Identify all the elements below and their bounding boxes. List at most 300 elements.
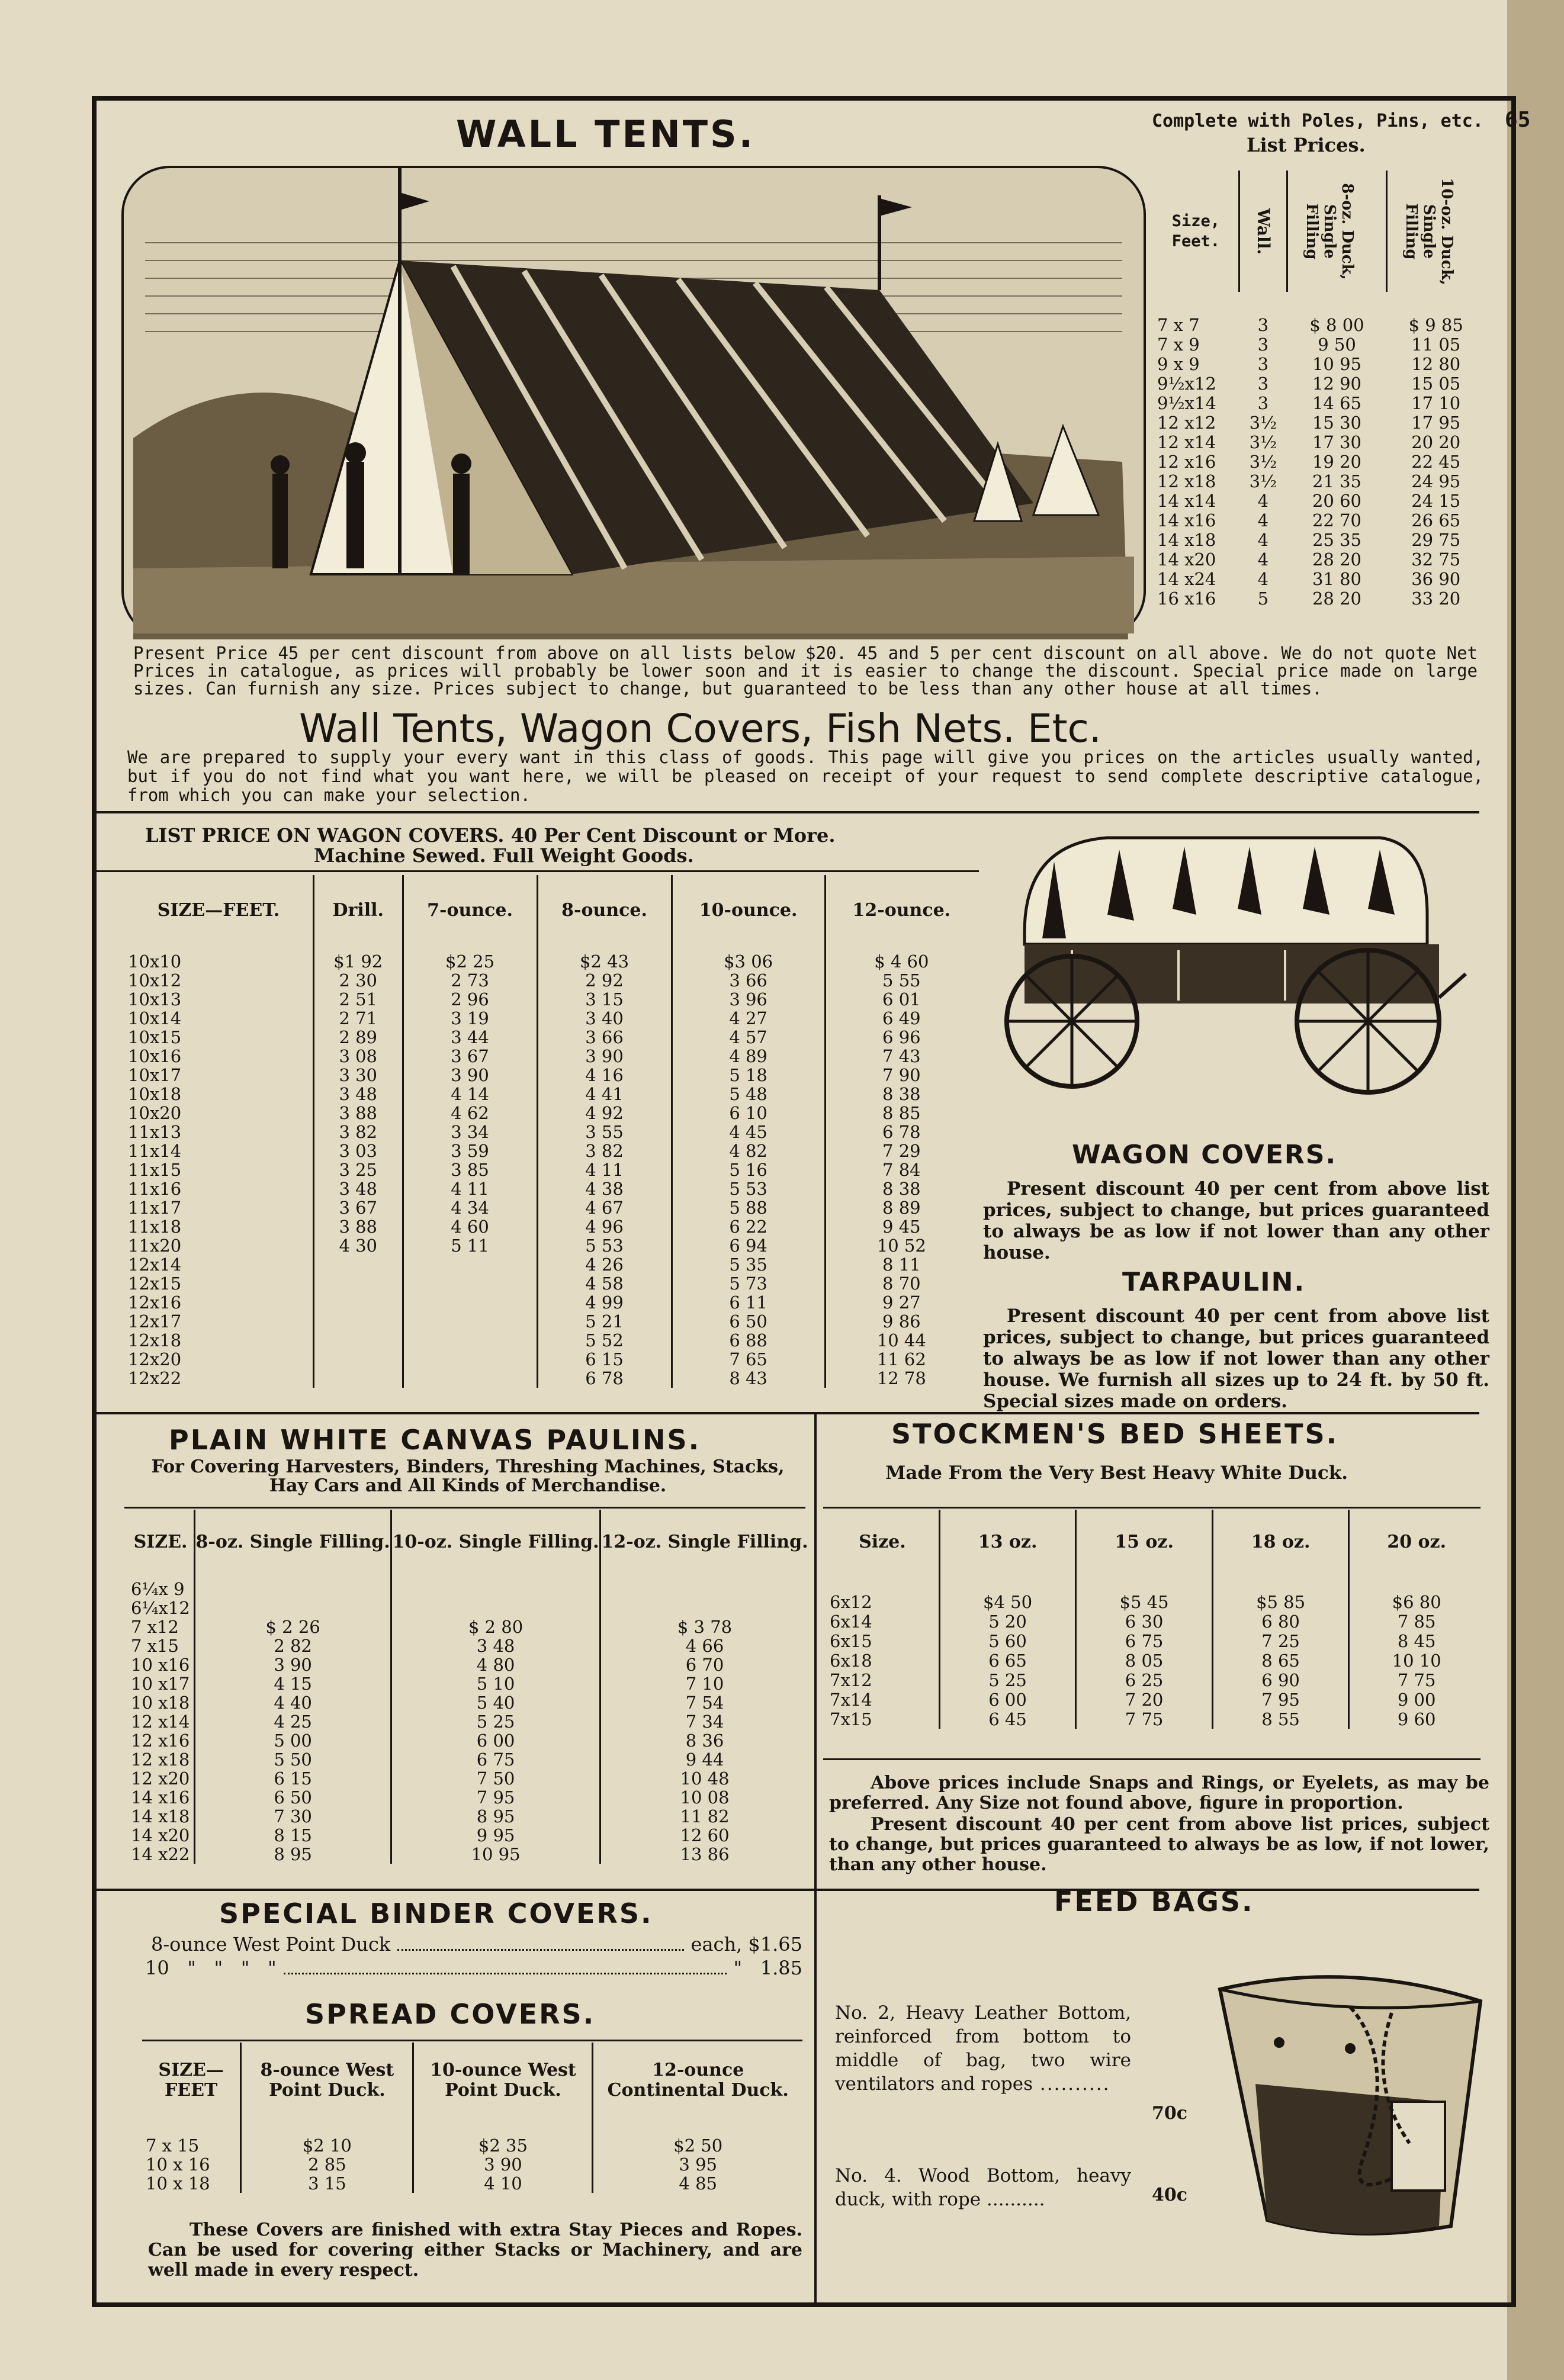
row-size: 12x16 <box>128 1292 182 1313</box>
row-price: 3 67 <box>403 1047 537 1066</box>
row-price: 4 10 <box>413 2174 593 2193</box>
table-row <box>826 1670 1483 1690</box>
row-price <box>391 1599 600 1617</box>
row-size: 6¼x 9 <box>131 1579 185 1599</box>
row-price <box>403 1331 537 1350</box>
table-row <box>124 1028 977 1047</box>
row-price: 3 30 <box>313 1066 403 1085</box>
binder-covers-line1 <box>151 1933 802 1956</box>
row-price: 31 80 <box>1312 568 1362 589</box>
table-row <box>826 1631 1483 1651</box>
column-header: 20 oz. <box>1349 1510 1483 1575</box>
table-row <box>124 971 977 990</box>
row-price <box>600 1599 808 1617</box>
row-price <box>313 1274 403 1293</box>
row-size: 12 x14 <box>131 1712 190 1732</box>
wall-tents-table <box>1154 171 1485 608</box>
column-header: 10-ounce. <box>672 875 825 946</box>
feed-bag-1-text: No. 2, Heavy Leather Bottom, reinforced from bottom to middle of bag, two wire ventilators and ropes <box>835 2002 1131 2095</box>
bed-sheets-subtitle: Made From the Very Best Heavy White Duck. <box>885 1462 1348 1484</box>
feed-bag-1-price: 70c <box>1152 2103 1188 2124</box>
row-price: 28 20 <box>1312 549 1362 570</box>
row-price: 2 85 <box>241 2155 413 2174</box>
row-price: 2 51 <box>313 990 403 1009</box>
row-price: 5 48 <box>672 1085 825 1104</box>
wagon-covers-title: WAGON COVERS. <box>1072 1140 1337 1170</box>
row-price: 7 75 <box>1349 1670 1483 1690</box>
table-row <box>124 1369 977 1388</box>
bed-sheets-title: STOCKMEN'S BED SHEETS. <box>891 1418 1339 1450</box>
column-header: 15 oz. <box>1076 1510 1213 1575</box>
row-price: 5 18 <box>672 1066 825 1085</box>
row-price: 4 <box>1257 568 1269 589</box>
wall-tents-note: Present Price 45 per cent discount from above on all lists below $20. 45 and 5 per cent discount on all above. We do not quote Net Prices in catalogue, as prices will probably be lower soon and it is easier to change the discount. Special price made on large sizes. Can furnish any size. Prices subject to change, but guaranteed to be less than any other house at all times. <box>133 643 1478 699</box>
row-size: 11x17 <box>128 1198 182 1218</box>
row-price: 3½ <box>1249 451 1277 472</box>
row-price: 5 11 <box>403 1236 537 1255</box>
table-row <box>124 1236 977 1255</box>
row-price: 6 78 <box>537 1369 672 1388</box>
row-price: 9 44 <box>600 1750 808 1769</box>
wall-tent-illustration <box>121 166 1146 639</box>
row-price: 32 75 <box>1411 549 1461 570</box>
table-row <box>124 1198 977 1217</box>
row-price: $ 4 60 <box>825 946 977 971</box>
feed-bag-illustration <box>1214 1966 1486 2244</box>
row-price: 9 27 <box>825 1293 977 1312</box>
row-size: 12 x16 <box>131 1731 190 1751</box>
tarpaulin-title: TARPAULIN. <box>1122 1267 1306 1297</box>
row-size: 12x22 <box>128 1368 182 1388</box>
row-price: 3 15 <box>241 2174 413 2193</box>
table-row <box>124 1255 977 1274</box>
column-header: Size. <box>859 1532 906 1552</box>
row-size: 6x15 <box>830 1630 872 1651</box>
divider <box>814 1412 817 1889</box>
row-price: 3 88 <box>313 1104 403 1123</box>
row-price: 6 50 <box>195 1788 391 1807</box>
table-row <box>127 1599 808 1617</box>
row-price: 7 95 <box>1212 1690 1349 1709</box>
row-size: 6x18 <box>830 1650 872 1671</box>
row-size: 14 x20 <box>1157 549 1216 570</box>
column-header: 10-ounce West Point Duck. <box>413 2043 593 2118</box>
row-price: 3½ <box>1249 412 1277 433</box>
row-price: 3 95 <box>593 2155 802 2174</box>
row-size: 14 x16 <box>131 1787 190 1807</box>
table-row <box>1154 549 1485 569</box>
row-price: 3 55 <box>537 1123 672 1141</box>
row-price: 6 22 <box>672 1217 825 1236</box>
row-price: 29 75 <box>1411 529 1461 550</box>
row-price: 7 54 <box>600 1693 808 1712</box>
row-size: 12x15 <box>128 1273 182 1294</box>
row-size: 11x18 <box>128 1217 182 1237</box>
row-price: $ 2 80 <box>391 1617 600 1636</box>
row-size: 14 x18 <box>1157 529 1216 550</box>
row-price: 5 25 <box>939 1670 1076 1690</box>
row-price: 19 20 <box>1312 451 1362 472</box>
row-price: 4 99 <box>537 1293 672 1312</box>
row-price: 7 20 <box>1076 1690 1213 1709</box>
col-size: Size, Feet. <box>1171 211 1221 250</box>
row-price: 2 96 <box>403 990 537 1009</box>
row-price: 7 25 <box>1212 1631 1349 1651</box>
table-row <box>127 1575 808 1599</box>
row-price: 8 89 <box>825 1198 977 1217</box>
row-price: $4 50 <box>939 1575 1076 1612</box>
row-price: 5 73 <box>672 1274 825 1293</box>
binder-line1-label: 8-ounce West Point Duck <box>151 1933 391 1956</box>
binder-line2-price: " 1.85 <box>733 1957 802 1979</box>
row-price <box>403 1293 537 1312</box>
table-row <box>124 1179 977 1198</box>
row-price: 24 15 <box>1411 490 1461 511</box>
row-price: 6 75 <box>1076 1631 1213 1651</box>
table-row <box>124 1350 977 1369</box>
table-row <box>124 1066 977 1085</box>
row-size: 12x18 <box>128 1330 182 1350</box>
table-row <box>127 1693 808 1712</box>
column-header: 7-ounce. <box>403 875 537 946</box>
row-price: 26 65 <box>1411 510 1461 530</box>
row-price: 7 43 <box>825 1047 977 1066</box>
wall-tents-header: Complete with Poles, Pins, etc. 65 <box>1152 108 1531 132</box>
row-price: 8 65 <box>1212 1651 1349 1670</box>
table-row <box>1154 413 1485 432</box>
feed-bags-title: FEED BAGS. <box>1054 1886 1254 1918</box>
row-price: 3 96 <box>672 990 825 1009</box>
table-row <box>826 1575 1483 1612</box>
row-price: $5 45 <box>1076 1575 1213 1612</box>
row-price: 6 01 <box>825 990 977 1009</box>
binder-line1-price: each, $1.65 <box>691 1933 802 1956</box>
row-price: 6 70 <box>600 1655 808 1674</box>
paulins-title: PLAIN WHITE CANVAS PAULINS. <box>169 1424 701 1456</box>
row-price: 3½ <box>1249 432 1277 452</box>
column-header: 8-oz. Single Filling. <box>195 1510 391 1575</box>
intro-title: Wall Tents, Wagon Covers, Fish Nets. Etc. <box>299 706 1101 751</box>
table-row <box>1154 374 1485 393</box>
row-price: 3 <box>1257 315 1269 335</box>
row-price: 25 35 <box>1312 529 1362 550</box>
row-size: 7x12 <box>830 1670 872 1690</box>
row-price: 5 53 <box>537 1236 672 1255</box>
row-size: 10x17 <box>128 1065 182 1085</box>
row-price: 9 50 <box>1318 334 1356 355</box>
row-price: 8 38 <box>825 1085 977 1104</box>
row-price: 8 70 <box>825 1274 977 1293</box>
row-price: 4 14 <box>403 1085 537 1104</box>
row-price: 10 44 <box>825 1331 977 1350</box>
table-row <box>1154 335 1485 354</box>
bed-sheets-table <box>826 1510 1483 1729</box>
divider <box>97 811 1479 813</box>
row-price: 8 05 <box>1076 1651 1213 1670</box>
row-price <box>403 1274 537 1293</box>
row-price: 4 82 <box>672 1141 825 1160</box>
row-price: 4 80 <box>391 1655 600 1674</box>
row-price: 4 41 <box>537 1085 672 1104</box>
intro-text: We are prepared to supply your every want in this class of goods. This page will give you prices on the articles usually wanted, but if you do not find what you want here, we will be pleased on receipt of your request to send complete descriptive catalogue, from which you can make your selection. <box>127 747 1483 805</box>
row-price <box>313 1293 403 1312</box>
wagon-covers-table-title: LIST PRICE ON WAGON COVERS. 40 Per Cent Discount or More. <box>145 824 836 847</box>
table-row <box>1154 530 1485 549</box>
row-price: 12 90 <box>1312 373 1362 394</box>
row-price: 3 <box>1257 334 1269 355</box>
row-price: 7 10 <box>600 1674 808 1693</box>
row-price: 3 <box>1257 353 1269 374</box>
divider <box>124 1507 805 1509</box>
row-price: 24 95 <box>1411 471 1461 491</box>
table-row <box>124 1104 977 1123</box>
divider <box>97 870 979 872</box>
row-price: 4 89 <box>672 1047 825 1066</box>
row-price: $2 25 <box>403 946 537 971</box>
row-price: 12 60 <box>600 1826 808 1845</box>
row-price: 4 30 <box>313 1236 403 1255</box>
row-size: 12x17 <box>128 1311 182 1331</box>
column-header: SIZE—FEET. <box>157 900 280 921</box>
list-prices-label: List Prices. <box>1247 134 1366 156</box>
table-row <box>124 1141 977 1160</box>
row-price: 4 27 <box>672 1009 825 1028</box>
row-price: 2 89 <box>313 1028 403 1047</box>
row-price: 7 50 <box>391 1769 600 1788</box>
row-price: $6 80 <box>1349 1575 1483 1612</box>
row-price: 5 00 <box>195 1731 391 1750</box>
row-size: 10 x17 <box>131 1674 190 1694</box>
row-size: 12 x12 <box>1157 412 1216 433</box>
table-row <box>142 2118 802 2155</box>
wagon-covers-table <box>124 875 977 1388</box>
row-price: 5 53 <box>672 1179 825 1198</box>
table-row <box>124 1293 977 1312</box>
table-header <box>1154 171 1485 292</box>
row-price: 3 48 <box>391 1636 600 1655</box>
row-price: 8 95 <box>195 1845 391 1864</box>
row-price: 3 90 <box>413 2155 593 2174</box>
row-price: $ 2 26 <box>195 1617 391 1636</box>
row-price: 4 57 <box>672 1028 825 1047</box>
row-price: 4 26 <box>537 1255 672 1274</box>
row-price: 5 10 <box>391 1674 600 1693</box>
row-size: 12 x18 <box>131 1749 190 1770</box>
row-price: 6 80 <box>1212 1612 1349 1631</box>
row-price: 15 30 <box>1312 412 1362 433</box>
row-size: 9 x 9 <box>1157 353 1200 374</box>
row-price: 5 25 <box>391 1712 600 1731</box>
row-size: 11x15 <box>128 1160 182 1180</box>
row-price: $2 10 <box>241 2118 413 2155</box>
row-price: 20 20 <box>1411 432 1461 452</box>
row-price: 4 67 <box>537 1198 672 1217</box>
row-price: 3 44 <box>403 1028 537 1047</box>
row-price: 9 86 <box>825 1312 977 1331</box>
row-price: 5 20 <box>939 1612 1076 1631</box>
row-size: 16 x16 <box>1157 588 1216 609</box>
row-price: 2 92 <box>537 971 672 990</box>
table-row <box>124 1009 977 1028</box>
row-size: 11x20 <box>128 1236 182 1256</box>
row-price: 22 45 <box>1411 451 1461 472</box>
row-price: 12 80 <box>1411 353 1461 374</box>
col-10oz: 10-oz. Duck, Single Filling <box>1402 177 1456 285</box>
feed-bag-2-text: No. 4. Wood Bottom, heavy duck, with rope <box>835 2165 1131 2210</box>
row-price: 3 25 <box>313 1160 403 1179</box>
table-row <box>826 1709 1483 1729</box>
row-price: $ 9 85 <box>1408 315 1463 335</box>
row-price: 6 10 <box>672 1104 825 1123</box>
divider <box>823 1507 1480 1509</box>
row-price: 5 16 <box>672 1160 825 1179</box>
row-price: $2 43 <box>537 946 672 971</box>
row-price: 5 88 <box>672 1198 825 1217</box>
row-price: 3 48 <box>313 1179 403 1198</box>
row-price: 3 67 <box>313 1198 403 1217</box>
row-price: 3 15 <box>537 990 672 1009</box>
feed-bag-2-price: 40c <box>1152 2185 1188 2205</box>
divider <box>142 2040 802 2041</box>
row-price <box>403 1369 537 1388</box>
column-header: Drill. <box>313 875 403 946</box>
table-row <box>1154 292 1485 335</box>
row-size: 10 x 16 <box>146 2154 210 2175</box>
row-price <box>403 1350 537 1369</box>
table-row <box>124 1085 977 1104</box>
row-price: 4 66 <box>600 1636 808 1655</box>
row-price: 3 90 <box>195 1655 391 1674</box>
bed-sheets-note2: Present discount 40 per cent from above list prices, subject to change, but prices guaranteed to always be as low, if not lower, than any other house. <box>829 1814 1489 1875</box>
table-row <box>127 1788 808 1807</box>
row-price: 6 94 <box>672 1236 825 1255</box>
row-price: 3 90 <box>403 1066 537 1085</box>
table-row <box>124 1123 977 1141</box>
row-price: 5 40 <box>391 1693 600 1712</box>
feed-bag-item-1: No. 2, Heavy Leather Bottom, reinforced from bottom to middle of bag, two wire ventilators and ropes .......... <box>835 2002 1131 2095</box>
row-price: 4 34 <box>403 1198 537 1217</box>
divider <box>97 1889 1479 1891</box>
row-price: 10 08 <box>600 1788 808 1807</box>
row-size: 6¼x12 <box>131 1598 190 1618</box>
table-row <box>127 1826 808 1845</box>
bed-sheets-note1: Above prices include Snaps and Rings, or Eyelets, as may be preferred. Any Size not found above, figure in proportion. <box>829 1773 1489 1813</box>
column-header: 12-ounce. <box>825 875 977 946</box>
row-size: 14 x14 <box>1157 490 1216 511</box>
row-price: 3 82 <box>537 1141 672 1160</box>
row-price: 8 38 <box>825 1179 977 1198</box>
row-price: 5 35 <box>672 1255 825 1274</box>
row-price: 2 30 <box>313 971 403 990</box>
row-price: $1 92 <box>313 946 403 971</box>
row-price: 36 90 <box>1411 568 1461 589</box>
row-price: 3 48 <box>313 1085 403 1104</box>
row-price: 20 60 <box>1312 490 1362 511</box>
row-price: 2 71 <box>313 1009 403 1028</box>
row-size: 7 x 9 <box>1157 334 1200 355</box>
table-row <box>1154 510 1485 530</box>
row-price: 4 85 <box>593 2174 802 2193</box>
binder-line2-label: 10 " " " " <box>145 1957 277 1979</box>
table-row <box>826 1690 1483 1709</box>
row-price: 6 96 <box>825 1028 977 1047</box>
row-size: 6x12 <box>830 1592 872 1612</box>
row-size: 9½x14 <box>1157 393 1216 413</box>
column-header: 8-ounce. <box>537 875 672 946</box>
table-row <box>124 1217 977 1236</box>
row-size: 10 x16 <box>131 1655 190 1675</box>
column-header: SIZE. <box>133 1532 188 1552</box>
row-size: 11x16 <box>128 1179 182 1199</box>
row-price: 3 <box>1257 393 1269 413</box>
row-price: 10 10 <box>1349 1651 1483 1670</box>
divider <box>823 1758 1480 1760</box>
row-price: 6 50 <box>672 1312 825 1331</box>
row-price: 4 96 <box>537 1217 672 1236</box>
table-row <box>1154 452 1485 471</box>
table-row <box>127 1712 808 1731</box>
row-size: 10 x 18 <box>146 2173 210 2194</box>
row-price: 4 11 <box>403 1179 537 1198</box>
row-price: 5 52 <box>537 1331 672 1350</box>
row-price: 17 10 <box>1411 393 1461 413</box>
row-price: 3 19 <box>403 1009 537 1028</box>
row-size: 10x14 <box>128 1008 182 1028</box>
row-price: 3 85 <box>403 1160 537 1179</box>
row-price: 10 48 <box>600 1769 808 1788</box>
column-header: 10-oz. Single Filling. <box>391 1510 600 1575</box>
column-header: 13 oz. <box>939 1510 1076 1575</box>
row-price: 9 00 <box>1349 1690 1483 1709</box>
row-price: $5 85 <box>1212 1575 1349 1612</box>
row-price: 5 <box>1257 588 1269 609</box>
table-row <box>1154 471 1485 491</box>
row-price: 3½ <box>1249 471 1277 491</box>
feed-bag-item-2: No. 4. Wood Bottom, heavy duck, with rope .......... <box>835 2165 1131 2210</box>
row-price: 3 08 <box>313 1047 403 1066</box>
row-price <box>403 1255 537 1274</box>
table-row <box>124 1047 977 1066</box>
table-row <box>124 1312 977 1331</box>
page-number: 65 <box>1505 108 1531 132</box>
row-price: 6 30 <box>1076 1612 1213 1631</box>
row-size: 9½x12 <box>1157 373 1216 394</box>
row-price: 8 36 <box>600 1731 808 1750</box>
row-price: 3 <box>1257 373 1269 394</box>
table-row <box>142 2174 802 2193</box>
row-price: 3 66 <box>672 971 825 990</box>
row-price: 9 95 <box>391 1826 600 1845</box>
row-price: $3 06 <box>672 946 825 971</box>
row-price: 9 45 <box>825 1217 977 1236</box>
row-price: 10 52 <box>825 1236 977 1255</box>
row-size: 10x20 <box>128 1103 182 1123</box>
row-size: 6x14 <box>830 1611 872 1632</box>
row-price <box>391 1575 600 1599</box>
row-price: 5 21 <box>537 1312 672 1331</box>
row-price: 11 82 <box>600 1807 808 1826</box>
row-size: 7 x15 <box>131 1636 179 1656</box>
row-size: 14 x16 <box>1157 510 1216 530</box>
row-price: 7 95 <box>391 1788 600 1807</box>
table-row <box>142 2155 802 2174</box>
table-row <box>127 1731 808 1750</box>
row-price: 6 78 <box>825 1123 977 1141</box>
row-size: 14 x18 <box>131 1806 190 1826</box>
row-price: 4 60 <box>403 1217 537 1236</box>
paulins-subtitle: For Covering Harvesters, Binders, Threshing Machines, Stacks, Hay Cars and All Kinds of Merchandise. <box>151 1456 785 1496</box>
row-price <box>313 1369 403 1388</box>
